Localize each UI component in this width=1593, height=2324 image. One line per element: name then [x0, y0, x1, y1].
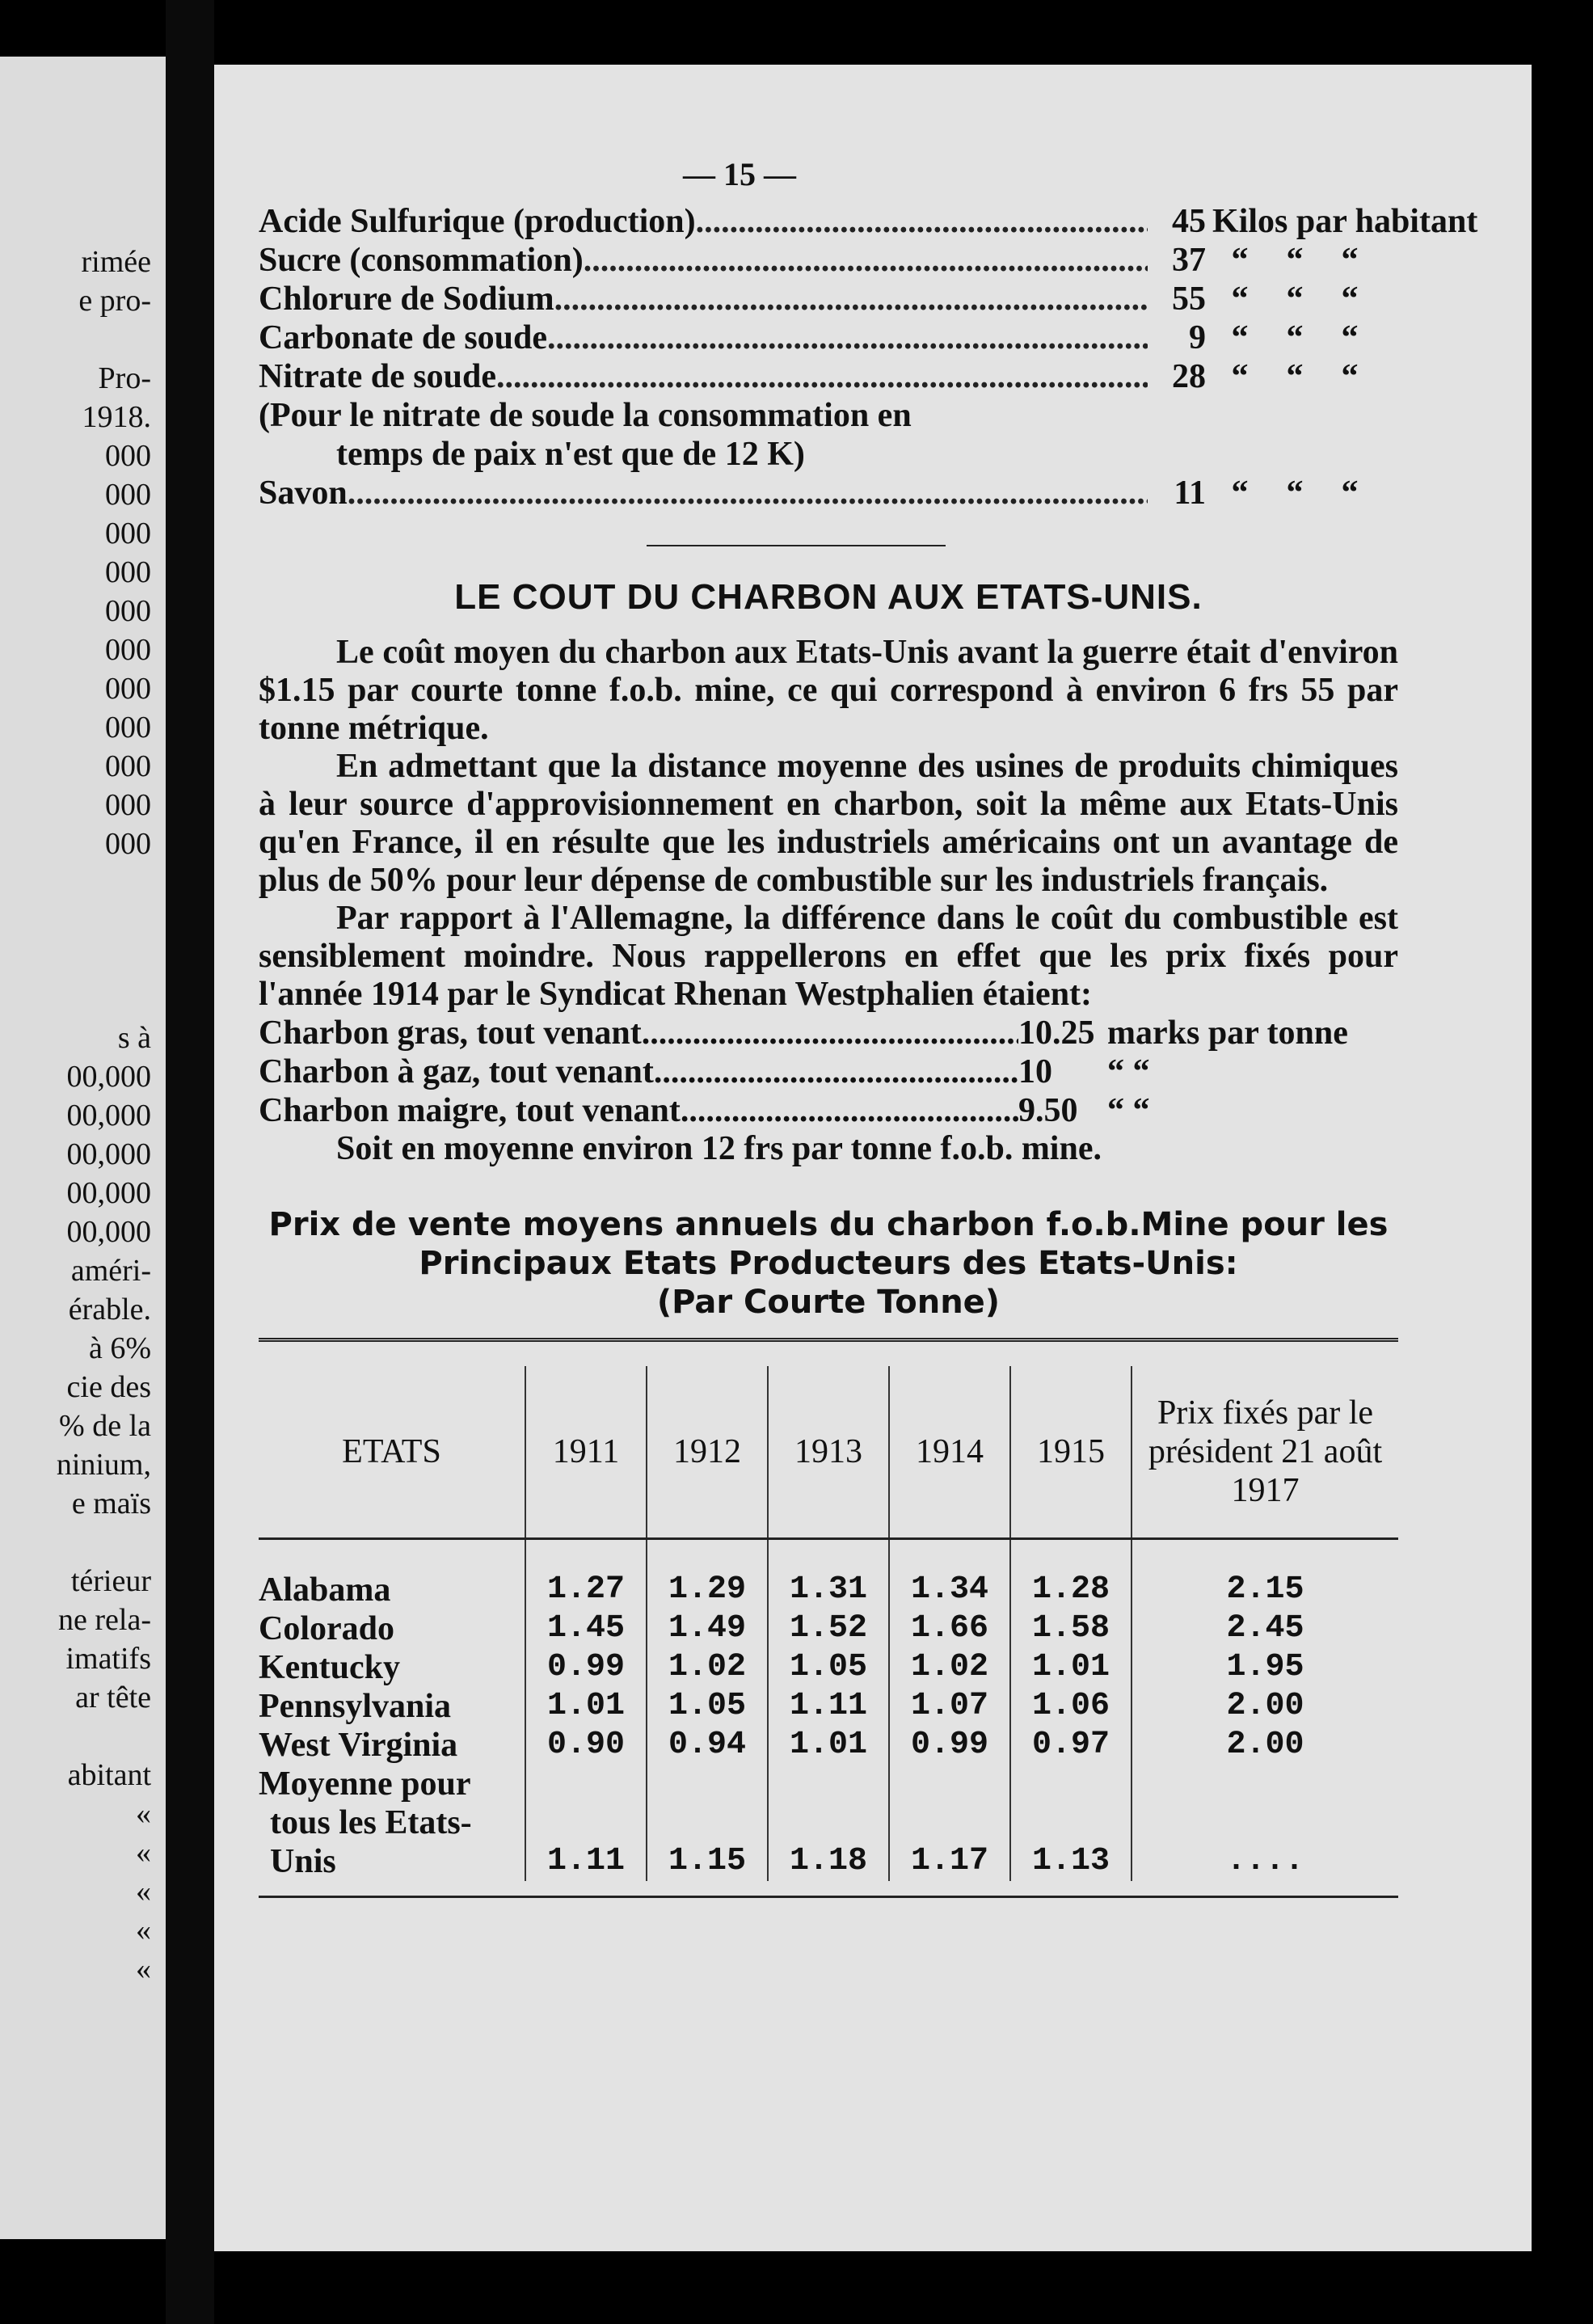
left-page-line: 00,000: [66, 1176, 151, 1210]
left-page-line: abitant: [67, 1758, 151, 1792]
ditto-mark: “: [1341, 358, 1359, 395]
column-header: 1914: [889, 1366, 1010, 1539]
average-label-line: Moyenne pour: [259, 1765, 471, 1803]
table-cell: [1132, 1539, 1398, 1571]
price-cell: 1.45: [525, 1609, 647, 1648]
price-cell: 0.99: [525, 1648, 647, 1687]
price-cell: 1.18: [768, 1765, 889, 1881]
left-page-line: 00,000: [66, 1099, 151, 1132]
coal-price-label: Charbon à gaz, tout venant: [259, 1053, 654, 1090]
left-page-line: 000: [105, 672, 151, 706]
left-page-text: [57, 243, 151, 1989]
consumption-label: Sucre (consommation): [259, 242, 584, 279]
consumption-row-savon: [259, 474, 1398, 512]
nitrate-note-line2: temps de paix n'est que de 12 K): [336, 436, 805, 473]
leader-dots: [348, 474, 1148, 512]
column-header: Prix fixés par le président 21 août 1917: [1132, 1366, 1398, 1539]
coal-price-unit: marks par tonne: [1107, 1014, 1348, 1052]
consumption-value: 37: [1172, 242, 1206, 279]
table-cell: [525, 1539, 647, 1571]
left-page-line: «: [136, 1875, 151, 1909]
section-divider: [647, 545, 946, 546]
ditto-mark: “: [1231, 475, 1249, 512]
price-cell: 1.66: [889, 1609, 1010, 1648]
table-row: [259, 1687, 1398, 1726]
table-row: [259, 1571, 1398, 1609]
left-page-line: e maïs: [71, 1487, 151, 1521]
left-page-line: cie des: [66, 1370, 151, 1404]
price-cell: 1.29: [647, 1571, 768, 1609]
table-title-line1: Prix de vente moyens annuels du charbon f.o.b.Mine pour les: [268, 1206, 1389, 1243]
price-cell: 0.99: [889, 1726, 1010, 1765]
column-header: 1912: [647, 1366, 768, 1539]
left-page-line: 000: [105, 594, 151, 628]
left-page-line: ninium,: [56, 1448, 151, 1482]
ditto-mark: “: [1286, 280, 1304, 318]
price-cell: 1.06: [1010, 1687, 1132, 1726]
left-page-line: 000: [105, 439, 151, 473]
left-page-line: imatifs: [65, 1642, 151, 1676]
left-page-line: 00,000: [66, 1215, 151, 1249]
paragraph-3: Par rapport à l'Allemagne, la différence dans le coût du combustible est sensiblement moindre. Nous rappellerons en effet que les prix fixés pour l'année 1914 par le Syndicat Rhenan Westphalien étaient:: [259, 900, 1398, 1013]
table-row: [259, 1648, 1398, 1687]
coal-price-value: 10: [1018, 1053, 1052, 1090]
coal-price-row: [259, 1052, 1398, 1091]
ditto-mark: “: [1286, 358, 1304, 395]
nitrate-note-line1: (Pour le nitrate de soude la consommation en: [259, 397, 912, 434]
left-page-line: [57, 980, 151, 1019]
ditto-mark: “: [1286, 319, 1304, 356]
table-cell: [647, 1539, 768, 1571]
paragraph-4: Soit en moyenne environ 12 frs par tonne f.o.b. mine.: [336, 1130, 1102, 1167]
left-page-line: [57, 1717, 151, 1756]
column-header: 1915: [1010, 1366, 1132, 1539]
left-page-line: 000: [105, 478, 151, 512]
table-title-line2: Principaux Etats Producteurs des Etats-Unis:: [419, 1245, 1238, 1282]
left-page-line: térieur: [70, 1564, 151, 1598]
left-page-line: 000: [105, 517, 151, 550]
left-page-line: [57, 941, 151, 980]
ditto-mark: “: [1231, 242, 1249, 279]
state-name: West Virginia: [259, 1727, 458, 1764]
left-page-line: érable.: [68, 1293, 151, 1326]
section-heading: LE COUT DU CHARBON AUX ETATS-UNIS.: [454, 577, 1203, 617]
price-cell: 1.17: [889, 1765, 1010, 1881]
consumption-value: 11: [1174, 475, 1206, 512]
ditto-mark: “: [1231, 358, 1249, 395]
left-page-line: [57, 902, 151, 941]
left-page-line: Pro-: [98, 361, 151, 395]
left-page-line: s à: [117, 1021, 151, 1055]
consumption-label: Carbonate de soude: [259, 319, 548, 356]
price-cell: 1.58: [1010, 1609, 1132, 1648]
leader-dots: [554, 280, 1148, 318]
average-label-line: Unis: [270, 1843, 336, 1880]
leader-dots: [584, 241, 1148, 280]
left-page-fragment: [0, 57, 166, 2239]
table-title: [259, 1205, 1398, 1322]
consumption-label: Savon: [259, 475, 348, 512]
leader-dots: [547, 318, 1148, 357]
consumption-row: [259, 202, 1478, 241]
price-cell: 1.02: [647, 1648, 768, 1687]
coal-price-unit: “ “: [1107, 1092, 1150, 1129]
left-page-line: [57, 1523, 151, 1562]
coal-price-row: [259, 1014, 1398, 1052]
table-cell: [259, 1539, 525, 1571]
paragraph-2: En admettant que la distance moyenne des usines de produits chimiques à leur source d'approvisionnement en charbon, soit la même aux Etats-Unis qu'en France, il en résulte que les industriels américains ont un avantage de plus de 50% pour leur dépense de combustible sur les industriels français.: [259, 748, 1398, 899]
price-cell: ....: [1132, 1765, 1398, 1881]
coal-price-label: Charbon gras, tout venant: [259, 1014, 642, 1052]
left-page-line: 00,000: [66, 1137, 151, 1171]
price-cell: 1.05: [647, 1687, 768, 1726]
ditto-mark: “: [1231, 319, 1249, 356]
state-name: Kentucky: [259, 1649, 401, 1686]
price-cell: 1.27: [525, 1571, 647, 1609]
consumption-unit: [1206, 474, 1398, 512]
left-page-line: [57, 320, 151, 359]
price-cell: 2.15: [1132, 1571, 1398, 1609]
left-page-line: à 6%: [88, 1331, 151, 1365]
consumption-value: 45: [1172, 203, 1206, 240]
price-cell: 1.52: [768, 1609, 889, 1648]
page-number: — 15 —: [683, 156, 796, 192]
ditto-mark: “: [1286, 242, 1304, 279]
column-header: 1911: [525, 1366, 647, 1539]
leader-dots: [496, 357, 1148, 396]
consumption-unit: [1206, 318, 1398, 357]
left-page-line: e pro-: [78, 284, 151, 318]
price-cell: 1.15: [647, 1765, 768, 1881]
left-page-line: améri-: [70, 1254, 151, 1288]
consumption-value: 28: [1172, 358, 1206, 395]
coal-price-value: 9.50: [1018, 1092, 1078, 1129]
price-cell: 1.01: [768, 1726, 889, 1765]
left-page-line: % de la: [59, 1409, 151, 1443]
consumption-value: 9: [1189, 319, 1206, 356]
ditto-mark: “: [1341, 242, 1359, 279]
table-row-average: [259, 1765, 1398, 1881]
price-cell: 1.02: [889, 1648, 1010, 1687]
consumption-label: Acide Sulfurique (production): [259, 203, 696, 240]
table-cell: [1010, 1539, 1132, 1571]
leader-dots: [642, 1014, 1018, 1052]
ditto-mark: “: [1231, 280, 1249, 318]
left-page-line: 000: [105, 555, 151, 589]
consumption-row: [259, 241, 1398, 280]
left-page-line: 000: [105, 749, 151, 783]
price-cell: 0.94: [647, 1726, 768, 1765]
price-cell: 1.05: [768, 1648, 889, 1687]
leader-dots: [654, 1052, 1018, 1091]
left-page-line: «: [136, 1952, 151, 1986]
table-top-rule: [259, 1338, 1398, 1347]
left-page-line: 000: [105, 788, 151, 822]
price-cell: 1.34: [889, 1571, 1010, 1609]
price-cell: 2.45: [1132, 1609, 1398, 1648]
price-cell: 0.97: [1010, 1726, 1132, 1765]
left-page-line: 000: [105, 711, 151, 744]
left-page-line: ne rela-: [58, 1603, 151, 1637]
coal-price-row: [259, 1091, 1398, 1130]
state-name: Colorado: [259, 1610, 394, 1647]
coal-price-unit: “ “: [1107, 1053, 1150, 1090]
consumption-unit: [1206, 357, 1398, 396]
ditto-mark: “: [1341, 475, 1359, 512]
consumption-unit: [1206, 280, 1398, 318]
left-page-line: 000: [105, 827, 151, 861]
left-page-line: rimée: [81, 245, 151, 279]
paragraph-1: Le coût moyen du charbon aux Etats-Unis avant la guerre était d'environ $1.15 par courte tonne f.o.b. mine, ce qui correspond à environ 6 frs 55 par tonne métrique.: [259, 634, 1398, 747]
consumption-unit: Kilos par habitant: [1212, 203, 1478, 240]
left-page-line: «: [136, 1913, 151, 1947]
price-cell: 1.11: [768, 1687, 889, 1726]
price-cell: 1.31: [768, 1571, 889, 1609]
table-bottom-rule: [259, 1896, 1398, 1898]
state-name: Pennsylvania: [259, 1688, 452, 1725]
consumption-unit: [1206, 241, 1398, 280]
price-cell: 2.00: [1132, 1726, 1398, 1765]
left-page-line: 00,000: [66, 1060, 151, 1094]
price-cell: 1.01: [1010, 1648, 1132, 1687]
price-cell: 1.11: [525, 1765, 647, 1881]
table-body: [259, 1539, 1398, 1882]
table-cell: [889, 1539, 1010, 1571]
consumption-value: 55: [1172, 280, 1206, 318]
table-cell: [768, 1539, 889, 1571]
price-cell: 1.95: [1132, 1648, 1398, 1687]
left-page-line: «: [136, 1836, 151, 1870]
table-title-line3: (Par Courte Tonne): [656, 1284, 1001, 1321]
price-cell: 1.49: [647, 1609, 768, 1648]
left-page-line: «: [136, 1797, 151, 1831]
table-header-row: [259, 1366, 1398, 1539]
price-cell: 1.01: [525, 1687, 647, 1726]
leader-dots: [696, 202, 1148, 241]
column-header-states: ETATS: [259, 1366, 525, 1539]
price-cell: 0.90: [525, 1726, 647, 1765]
consumption-label: Nitrate de soude: [259, 358, 496, 395]
table-row: [259, 1609, 1398, 1648]
coal-price-value: 10.25: [1018, 1014, 1095, 1052]
consumption-row: [259, 280, 1398, 318]
consumption-row: [259, 318, 1398, 357]
coal-price-list: [259, 1014, 1398, 1130]
state-name: [259, 1765, 525, 1881]
leader-dots: [681, 1091, 1018, 1130]
average-label-line: tous les Etats-: [270, 1804, 472, 1841]
left-page-line: [57, 863, 151, 902]
ditto-mark: “: [1286, 475, 1304, 512]
book-gutter: [166, 0, 214, 2324]
left-page-line: ar tête: [75, 1681, 151, 1715]
consumption-label: Chlorure de Sodium: [259, 280, 554, 318]
price-cell: 1.28: [1010, 1571, 1132, 1609]
column-header: 1913: [768, 1366, 889, 1539]
ditto-mark: “: [1341, 319, 1359, 356]
table-row: [259, 1726, 1398, 1765]
consumption-list: [259, 202, 1478, 396]
page-content: [259, 202, 1478, 1898]
price-cell: 1.13: [1010, 1765, 1132, 1881]
price-cell: 1.07: [889, 1687, 1010, 1726]
left-page-line: 000: [105, 633, 151, 667]
left-page-line: 1918.: [82, 400, 151, 434]
coal-price-table: [259, 1366, 1398, 1881]
price-cell: 2.00: [1132, 1687, 1398, 1726]
consumption-row: [259, 357, 1398, 396]
page: [214, 65, 1532, 2251]
ditto-mark: “: [1341, 280, 1359, 318]
state-name: Alabama: [259, 1571, 391, 1609]
coal-price-label: Charbon maigre, tout venant: [259, 1092, 681, 1129]
table-spacer-row: [259, 1539, 1398, 1571]
